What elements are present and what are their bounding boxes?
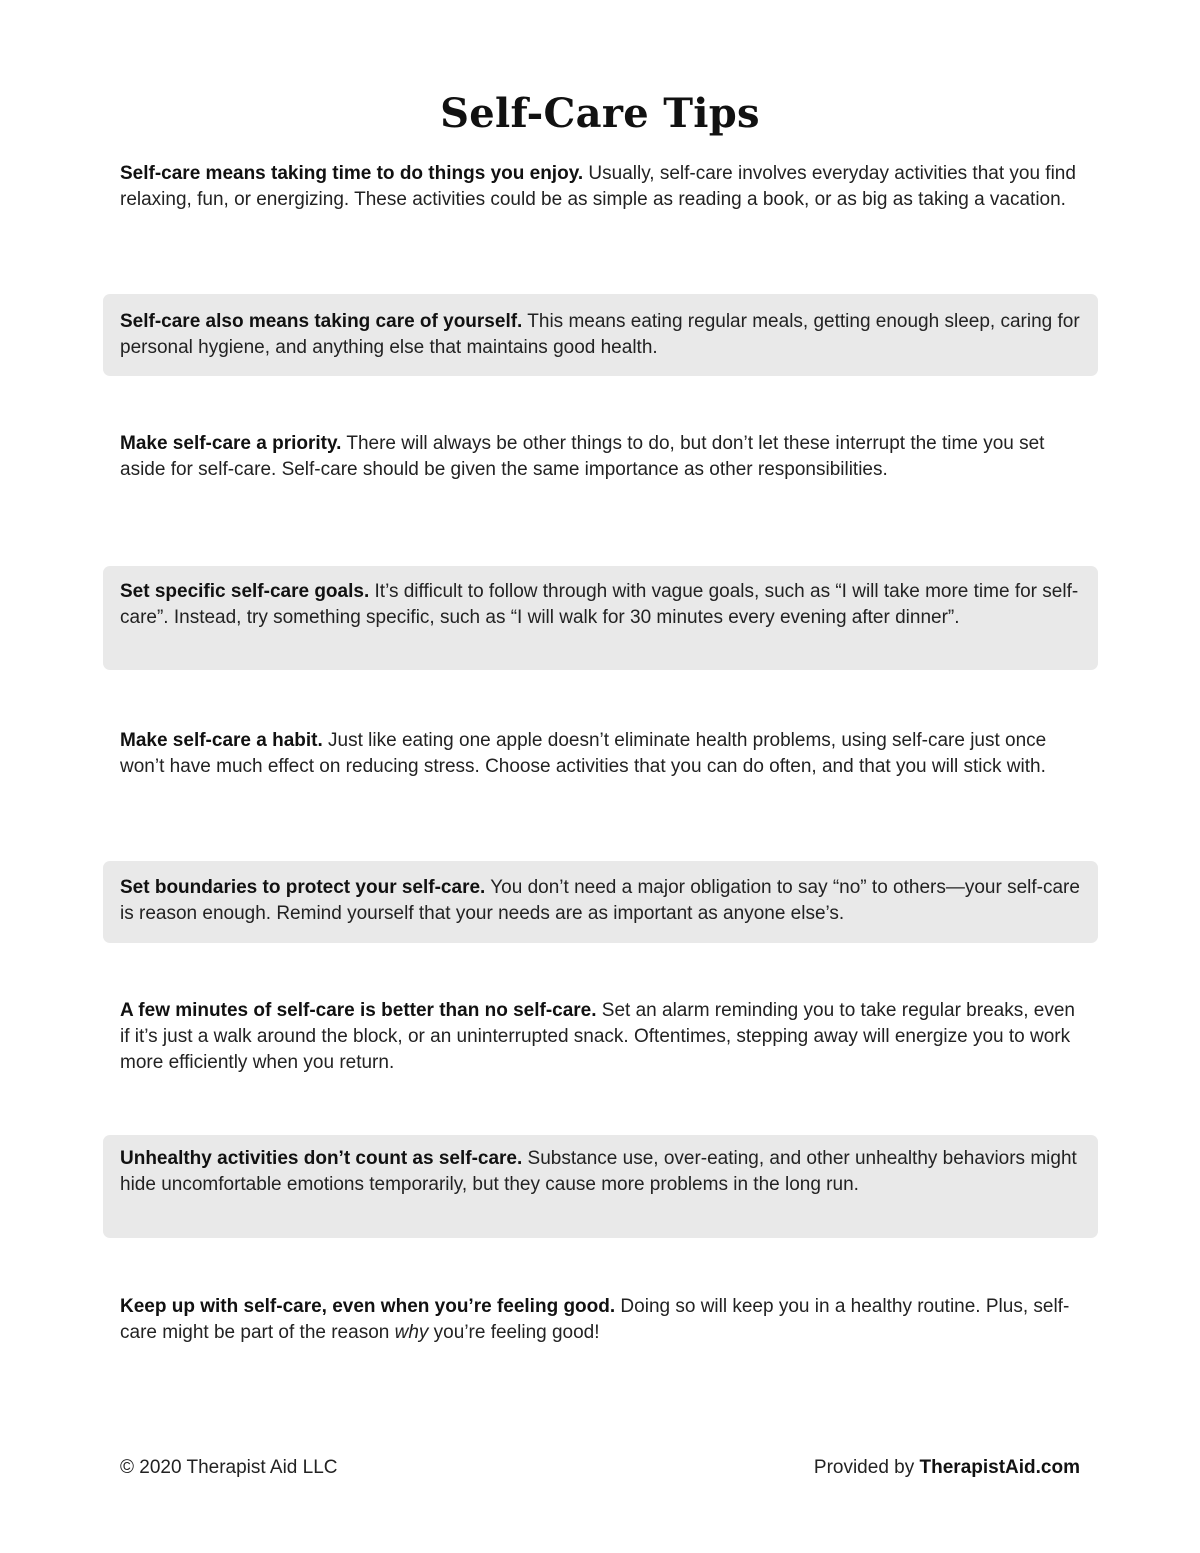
tip-lead: Keep up with self-care, even when you’re feeling good.: [120, 1296, 616, 1317]
footer-brand-link[interactable]: TherapistAid.com: [919, 1457, 1080, 1478]
tip-body: Just like eating one apple doesn’t eliminate health problems, using self-care just once won’t have much effect on reducing stress. Choose activities that you can do often, and that you will stick with.: [120, 730, 1047, 777]
tip-body-end: you’re feeling good!: [428, 1322, 600, 1343]
tip-lead: Unhealthy activities don’t count as self-care.: [120, 1148, 523, 1169]
footer-copyright: © 2020 Therapist Aid LLC: [120, 1457, 338, 1478]
tip-body: It’s difficult to follow through with vague goals, such as “I will take more time for self-care”. Instead, try something specific, such as “I will walk for 30 minutes every evening after dinner”.: [120, 581, 1079, 628]
tip-body: Set an alarm reminding you to take regular breaks, even if it’s just a walk around the block, or an uninterrupted snack. Oftentimes, stepping away will energize you to work more efficiently when you return.: [120, 1000, 1075, 1073]
tip-lead: A few minutes of self-care is better than no self-care.: [120, 1000, 597, 1021]
tip-habit: [103, 728, 1098, 780]
tip-unhealthy: [103, 1135, 1098, 1238]
tip-specific-goals: [103, 566, 1098, 670]
tip-lead: Make self-care a priority.: [120, 433, 342, 454]
tip-lead: Self-care also means taking care of yourself.: [120, 311, 523, 332]
tip-body: There will always be other things to do, but don’t let these interrupt the time you set aside for self-care. Self-care should be given the same importance as other responsibilities.: [120, 433, 1045, 480]
tip-lead: Make self-care a habit.: [120, 730, 323, 751]
page-title: Self-Care Tips: [440, 89, 760, 137]
tip-lead: Set specific self-care goals.: [120, 581, 370, 602]
tip-body: You don’t need a major obligation to say “no” to others—your self-care is reason enough. Remind yourself that your needs are as important as anyone else’s.: [120, 877, 1080, 924]
tip-body: Usually, self-care involves everyday activities that you find relaxing, fun, or energizing. These activities could be as simple as reading a book, or as big as taking a vacation.: [120, 163, 1076, 210]
tip-few-minutes: [103, 998, 1098, 1076]
tip-lead: Set boundaries to protect your self-care.: [120, 877, 486, 898]
footer-provided-label: Provided by: [813, 1457, 920, 1478]
tip-body: Substance use, over-eating, and other unhealthy behaviors might hide uncomfortable emotions temporarily, but they cause more problems in the long run.: [120, 1148, 1077, 1195]
tip-keep-up: [103, 1294, 1098, 1346]
footer-provided-by: [814, 1455, 1080, 1481]
tip-enjoy: [103, 161, 1098, 213]
tip-take-care: [103, 294, 1098, 376]
tip-boundaries: [103, 861, 1098, 943]
tip-priority: [103, 431, 1098, 483]
tip-body: This means eating regular meals, getting enough sleep, caring for personal hygiene, and anything else that maintains good health.: [120, 311, 1080, 358]
tip-body: Doing so will keep you in a healthy routine. Plus, self-care might be part of the reason: [120, 1296, 1070, 1343]
tip-lead: Self-care means taking time to do things you enjoy.: [120, 163, 584, 184]
tip-emphasis: why: [394, 1322, 429, 1343]
